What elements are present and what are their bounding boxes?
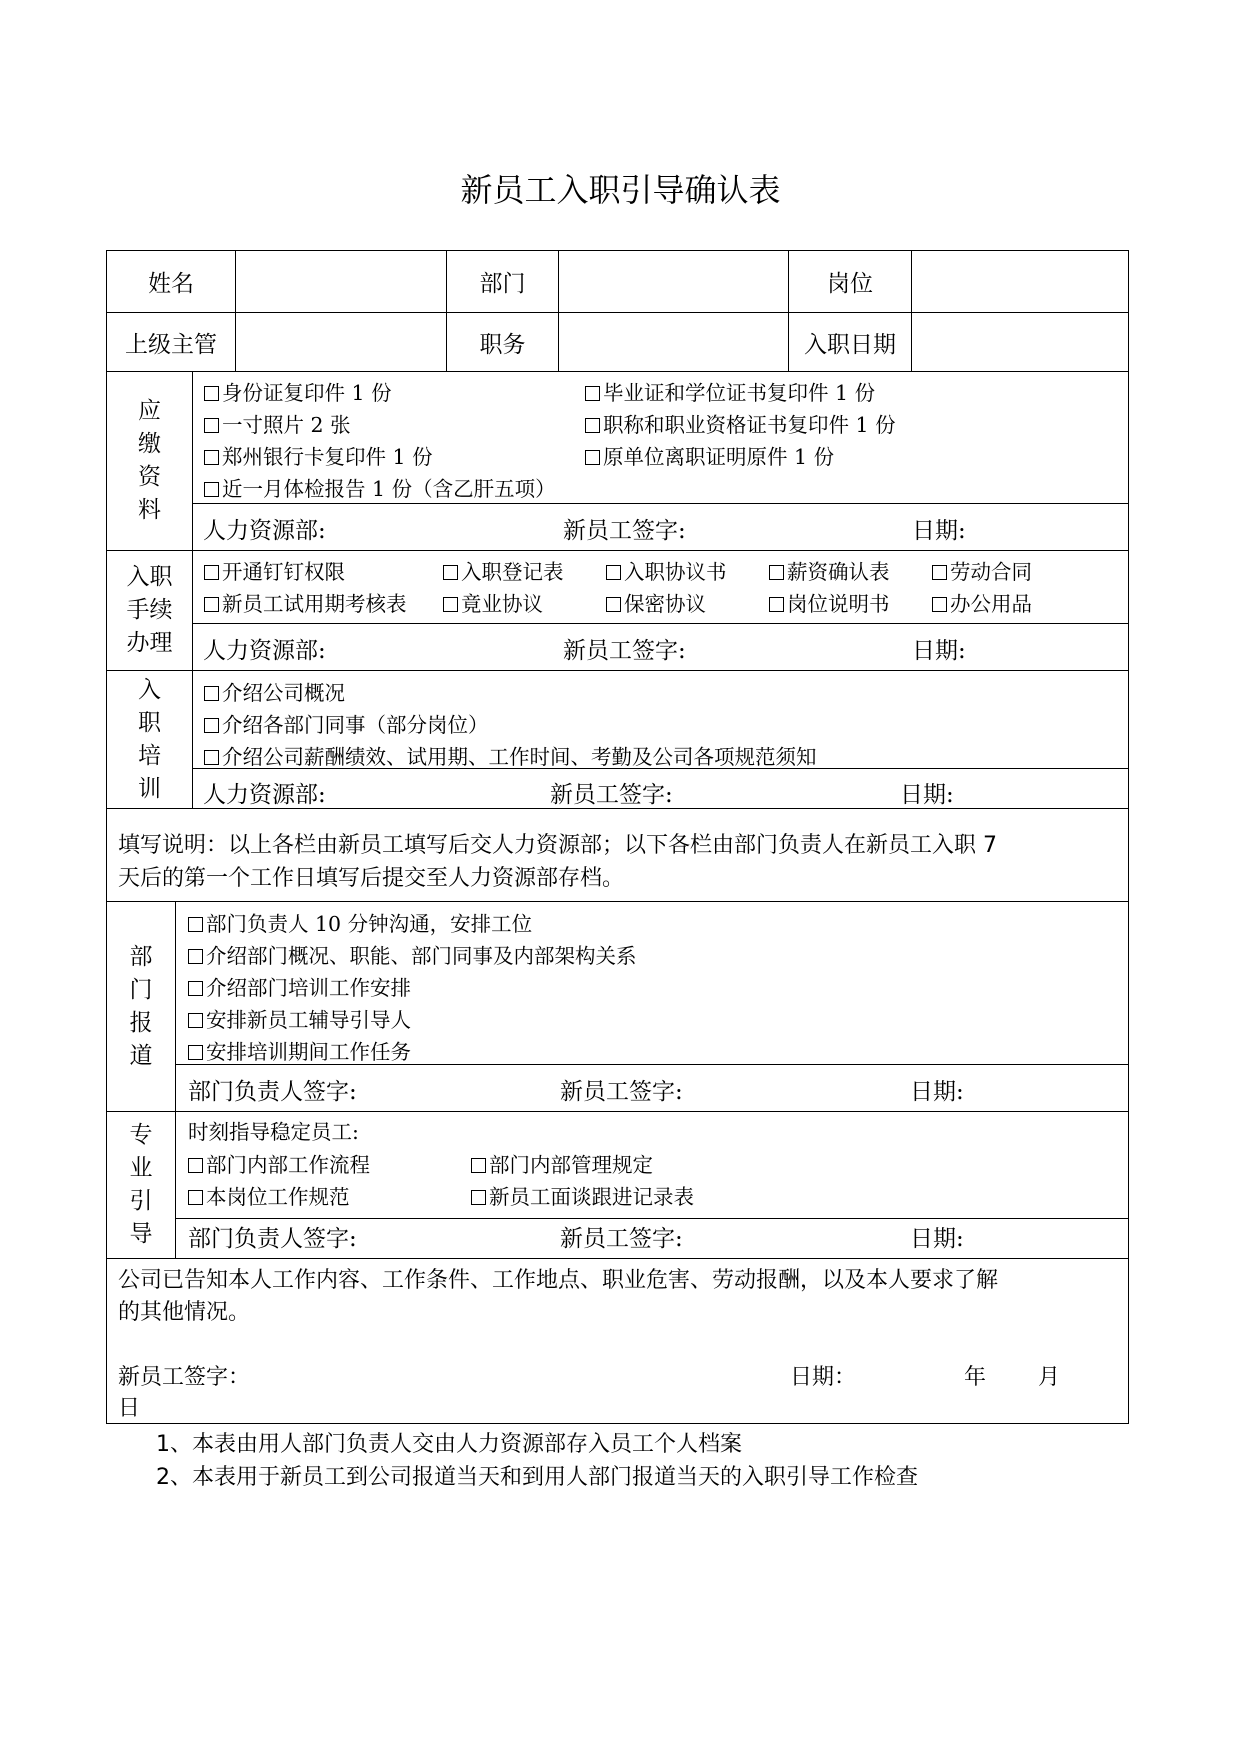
item-label: 新员工面谈跟进记录表	[489, 1185, 694, 1209]
checkbox-icon[interactable]	[204, 750, 219, 765]
item-label: 安排新员工辅导引导人	[206, 1008, 411, 1032]
dept-report-item[interactable]	[188, 971, 411, 1001]
checkbox-icon[interactable]	[932, 565, 947, 580]
checkbox-icon[interactable]	[769, 565, 784, 580]
item-label: 近一月体检报告 1 份（含乙肝五项）	[222, 477, 556, 501]
supervisor-label: 上级主管	[125, 331, 217, 358]
procedures-item[interactable]	[204, 555, 345, 585]
checkbox-icon[interactable]	[585, 450, 600, 465]
hr-signature-label: 人力资源部:	[203, 638, 326, 664]
item-label: 介绍公司薪酬绩效、试用期、工作时间、考勤及公司各项规范须知	[222, 745, 817, 769]
procedures-item[interactable]	[606, 555, 727, 585]
checkbox-icon[interactable]	[188, 981, 203, 996]
item-label: 身份证复印件 1 份	[222, 381, 392, 405]
row-divider	[106, 550, 1129, 551]
confirm-month-label: 月	[1038, 1365, 1061, 1390]
checkbox-icon[interactable]	[188, 949, 203, 964]
item-label: 部门负责人 10 分钟沟通，安排工位	[206, 912, 533, 936]
item-label: 入职协议书	[624, 560, 727, 584]
materials-item[interactable]	[585, 376, 875, 406]
guidance-item[interactable]	[471, 1180, 694, 1210]
row-divider	[192, 623, 1129, 624]
checkbox-icon[interactable]	[585, 386, 600, 401]
employee-signature-label: 新员工签字:	[550, 782, 673, 808]
employee-signature-label: 新员工签字:	[560, 1079, 683, 1105]
entry-date-field[interactable]	[912, 313, 1128, 371]
item-label: 介绍部门培训工作安排	[206, 976, 411, 1000]
checkbox-icon[interactable]	[188, 917, 203, 932]
duty-field[interactable]	[559, 313, 788, 371]
procedures-item[interactable]	[932, 587, 1032, 617]
checkbox-icon[interactable]	[606, 597, 621, 612]
materials-item[interactable]	[204, 408, 351, 438]
checkbox-icon[interactable]	[932, 597, 947, 612]
confirm-year-label: 年	[964, 1365, 987, 1390]
item-label: 部门内部管理规定	[489, 1153, 653, 1177]
procedures-item[interactable]	[769, 587, 890, 617]
materials-item[interactable]	[204, 440, 433, 470]
checkbox-icon[interactable]	[188, 1158, 203, 1173]
employee-signature-label: 新员工签字:	[563, 638, 686, 664]
dept-report-label	[107, 902, 175, 1111]
item-label: 办公用品	[950, 592, 1032, 616]
row-divider	[106, 670, 1129, 671]
procedures-label	[107, 551, 192, 670]
confirm-employee-signature-label: 新员工签字：	[118, 1365, 251, 1390]
item-label: 入职登记表	[461, 560, 564, 584]
materials-item[interactable]	[204, 472, 556, 502]
date-label: 日期:	[910, 1226, 964, 1252]
col-divider	[192, 371, 193, 809]
page-title: 新员工入职引导确认表	[460, 171, 781, 209]
checkbox-icon[interactable]	[204, 686, 219, 701]
materials-item[interactable]	[204, 376, 392, 406]
dept-report-label-text: 部 门 报 道	[129, 943, 153, 1069]
row-divider	[192, 503, 1129, 504]
employee-signature-label: 新员工签字:	[563, 518, 686, 544]
checkbox-icon[interactable]	[188, 1190, 203, 1205]
dept-label: 部门	[479, 271, 526, 297]
row-divider	[106, 371, 1129, 372]
item-label: 开通钉钉权限	[222, 560, 345, 584]
checkbox-icon[interactable]	[443, 597, 458, 612]
item-label: 安排培训期间工作任务	[206, 1040, 411, 1064]
hr-signature-label: 人力资源部:	[203, 782, 326, 808]
checkbox-icon[interactable]	[204, 386, 219, 401]
guidance-label-text: 专 业 引 导	[129, 1122, 153, 1247]
row-divider	[106, 901, 1129, 902]
col-divider	[175, 901, 176, 1259]
checkbox-icon[interactable]	[443, 565, 458, 580]
training-item[interactable]	[204, 676, 345, 706]
procedures-label-text: 入职 手续 办理	[126, 564, 173, 656]
checkbox-icon[interactable]	[471, 1158, 486, 1173]
item-label: 本岗位工作规范	[206, 1185, 350, 1209]
item-label: 部门内部工作流程	[206, 1153, 370, 1177]
dept-report-item[interactable]	[188, 1035, 411, 1065]
dept-head-signature-label: 部门负责人签字:	[188, 1079, 357, 1105]
item-label: 原单位离职证明原件 1 份	[603, 445, 835, 469]
entry-date-label: 入职日期	[804, 331, 896, 358]
dept-report-item[interactable]	[188, 1003, 411, 1033]
procedures-item[interactable]	[932, 555, 1032, 585]
procedures-item[interactable]	[769, 555, 890, 585]
procedures-item[interactable]	[204, 587, 407, 617]
procedures-item[interactable]	[443, 587, 543, 617]
item-label: 郑州银行卡复印件 1 份	[222, 445, 433, 469]
item-label: 毕业证和学位证书复印件 1 份	[603, 381, 876, 405]
hr-signature-label: 人力资源部:	[203, 518, 326, 544]
dept-report-item[interactable]	[188, 907, 532, 937]
name-label: 姓名	[148, 271, 194, 297]
date-label: 日期:	[910, 1079, 964, 1105]
confirm-date-label: 日期：	[790, 1365, 857, 1390]
confirm-day-label: 日	[118, 1396, 141, 1421]
guidance-intro: 时刻指导稳定员工:	[188, 1120, 359, 1144]
date-label: 日期:	[912, 518, 966, 544]
instructions-line-2: 天后的第一个工作日填写后提交至人力资源部存档。	[118, 866, 625, 891]
item-label: 新员工试用期考核表	[222, 592, 407, 616]
item-label: 岗位说明书	[787, 592, 890, 616]
checkbox-icon[interactable]	[204, 718, 219, 733]
item-label: 劳动合同	[950, 560, 1032, 584]
checkbox-icon[interactable]	[204, 565, 219, 580]
item-label: 薪资确认表	[787, 560, 890, 584]
name-field[interactable]	[236, 251, 446, 312]
checkbox-icon[interactable]	[204, 597, 219, 612]
item-label: 介绍公司概况	[222, 681, 345, 705]
dept-field[interactable]	[559, 251, 788, 312]
item-label: 一寸照片 2 张	[222, 413, 351, 437]
checkbox-icon[interactable]	[204, 450, 219, 465]
post-label: 岗位	[827, 271, 873, 297]
date-label: 日期:	[900, 782, 954, 808]
guidance-label	[107, 1112, 175, 1258]
materials-item[interactable]	[585, 440, 834, 470]
item-label: 介绍各部门同事（部分岗位）	[222, 713, 489, 737]
footnote-2: 2、本表用于新员工到公司报道当天和到用人部门报道当天的入职引导工作检查	[156, 1465, 918, 1490]
dept-report-item[interactable]	[188, 939, 637, 969]
item-label: 保密协议	[624, 592, 706, 616]
procedures-item[interactable]	[606, 587, 706, 617]
row-divider	[106, 1111, 1129, 1112]
confirm-line-1: 公司已告知本人工作内容、工作条件、工作地点、职业危害、劳动报酬，以及本人要求了解	[118, 1268, 999, 1293]
guidance-item[interactable]	[188, 1180, 350, 1210]
footnote-1: 1、本表由用人部门负责人交由人力资源部存入员工个人档案	[156, 1432, 742, 1457]
row-divider	[175, 1218, 1129, 1219]
guidance-item[interactable]	[471, 1148, 653, 1178]
row-divider	[106, 1258, 1129, 1259]
date-label: 日期:	[912, 638, 966, 664]
checkbox-icon[interactable]	[585, 418, 600, 433]
checkbox-icon[interactable]	[769, 597, 784, 612]
checkbox-icon[interactable]	[606, 565, 621, 580]
training-label-text: 入 职 培 训	[138, 676, 161, 802]
checkbox-icon[interactable]	[188, 1045, 203, 1060]
instructions-line-1: 填写说明：以上各栏由新员工填写后交人力资源部；以下各栏由部门负责人在新员工入职 7	[118, 833, 997, 858]
checkbox-icon[interactable]	[204, 418, 219, 433]
table-border	[1128, 250, 1129, 1424]
table-border	[106, 1423, 1129, 1424]
materials-label	[107, 372, 192, 550]
training-item[interactable]	[204, 708, 489, 738]
materials-label-text: 应 缴 资 料	[138, 398, 161, 523]
employee-signature-label: 新员工签字:	[560, 1226, 683, 1252]
post-field[interactable]	[912, 251, 1128, 312]
checkbox-icon[interactable]	[204, 482, 219, 497]
item-label: 介绍部门概况、职能、部门同事及内部架构关系	[206, 944, 637, 968]
dept-head-signature-label: 部门负责人签字:	[188, 1226, 357, 1252]
confirm-line-2: 的其他情况。	[118, 1300, 251, 1325]
item-label: 职称和职业资格证书复印件 1 份	[603, 413, 896, 437]
materials-item[interactable]	[585, 408, 896, 438]
checkbox-icon[interactable]	[471, 1190, 486, 1205]
training-item[interactable]	[204, 740, 817, 770]
duty-label: 职务	[479, 331, 526, 358]
item-label: 竟业协议	[461, 592, 543, 616]
guidance-item[interactable]	[188, 1148, 370, 1178]
training-label	[107, 671, 192, 808]
procedures-item[interactable]	[443, 555, 564, 585]
checkbox-icon[interactable]	[188, 1013, 203, 1028]
supervisor-field[interactable]	[236, 313, 446, 371]
